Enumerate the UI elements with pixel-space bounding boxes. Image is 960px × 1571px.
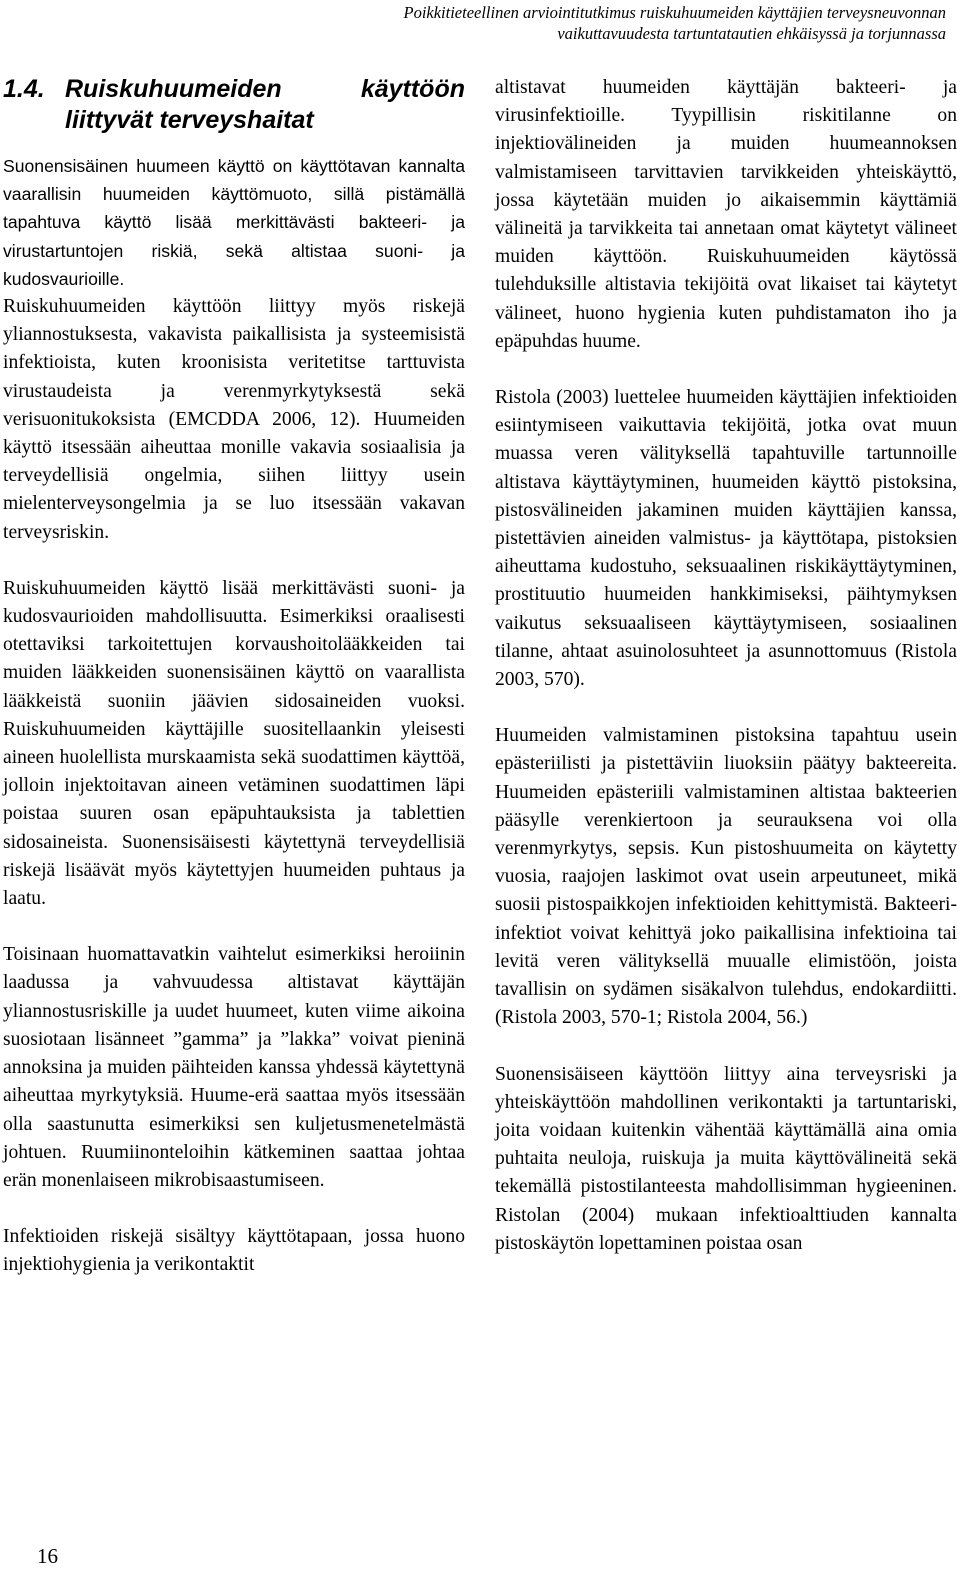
section-number: 1.4. xyxy=(3,75,45,103)
running-header-line-2: vaikuttavuudesta tartuntatautien ehkäisyssä ja torjunnassa xyxy=(557,24,946,43)
paragraph-vein-damage: Ruiskuhuumeiden käyttö lisää merkittävästi suoni- ja kudosvaurioiden mahdollisuutta. Esimerkiksi oraalisesti otettaviksi tarkoitettujen korvaushoitolääkkeiden tai muiden lääkkeiden suonensisäinen käyttö on vaarallista lääkkeistä suoniin jäävien sidosaineiden vuoksi. Ruiskuhuumeiden käyttäjille suositellaankin yleisesti aineen huolellista murskaamista sekä suodattimen käyttöä, jolloin injektoitavan aineen vetäminen suodattimen läpi poistaa suuren osan epäpuhtauksista ja tablettien sidosaineista. Suonensisäisesti käytettynä terveydellisiä riskejä lisäävät myös käytettyjen huumeiden puhtaus ja laatu. xyxy=(3,577,465,910)
paragraph-intro: Suonensisäinen huumeen käyttö on käyttötavan kannalta vaarallisin huumeiden käyttömuoto, sillä pistämällä tapahtuva käyttö lisää merkittävästi bakteeri- ja virustartuntojen riskiä, sekä altistaa suoni- ja kudosvaurioille. xyxy=(3,156,465,289)
left-column xyxy=(3,74,465,1280)
section-title: Ruiskuhuumeiden käyttöön liittyvät terveyshaitat xyxy=(65,75,465,134)
paragraph-exposure: altistavat huumeiden käyttäjän bakteeri- ja virusinfektioille. Tyypillisin riskitilanne on injektiovälineiden ja muiden huumeannoksen valmistamiseen tarvittavien tarvikkeiden yhteiskäyttö, jossa käytetään muiden jo aikaisemmin käyttämiä välineitä ja tarvikkeita tai annetaan omat käytetyt välineet muiden käyttöön. Ruiskuhuumeiden käytössä tulehduksille altistavia tekijöitä ovat likaiset tai käytetyt välineet, huono hygienia kuten puhdistamaton iho ja epäpuhdas huume. xyxy=(495,77,957,352)
paragraph-ristola-factors: Ristola (2003) luettelee huumeiden käyttäjien infektioiden esiintymiseen vaikuttavia tekijöitä, jotka ovat muun muassa veren välityksellä tapahtuville tartunnoille altistava käyttäytyminen, huumeiden käyttö pistoksina, pistosvälineiden jakaminen muiden käyttäjien kanssa, pistettävien aineiden valmistus- ja käyttötapa, pistoksien aiheuttama kudostuho, seksuaalinen riskikäyttäytyminen, prostituutio huumeiden hankkimiseksi, päihtymyksen vaikutus seksuaaliseen käyttäytymiseen, sosiaalinen tilanne, ahtaat asuinolosuhteet ja asunnottomuus (Ristola 2003, 570). xyxy=(495,387,957,691)
running-header-line-1: Poikkitieteellinen arviointitutkimus ruiskuhuumeiden käyttäjien terveysneuvonnan xyxy=(403,3,946,22)
paragraph-risks: Ruiskuhuumeiden käyttöön liittyy myös riskejä yliannostuksesta, vakavista paikallisista ja systeemisistä infektioista, kuten kroonisista veritetitse tarttuvista virustaudeista ja verenmyrkytyksestä sekä verisuonitukoksista (EMCDDA 2006, 12). Huumeiden käyttö itsessään aiheuttaa monille vakavia sosiaalisia ja terveydellisiä ongelmia, siihen liittyy usein mielenterveysongelmia ja se luo itsessään vakavan terveysriskin. xyxy=(3,296,465,543)
paragraph-quality-variation: Toisinaan huomattavatkin vaihtelut esimerkiksi heroiinin laadussa ja vahvuudessa altistavat käyttäjän yliannostusriskille ja uudet huumeet, kuten viime aikoina suosiotaan lisänneet ”gamma” ja ”lakka” voivat pieninä annoksina ja muiden päihteiden kanssa yhdessä käytettynä aiheuttaa myrkytyksiä. Huume-erä saattaa myös itsessään olla saastunutta esimerkiksi sen kuljetusmenetelmästä johtuen. Ruumiinonteloihin kätkeminen saattaa johtaa erän monenlaiseen mikrobisaastumiseen. xyxy=(3,944,465,1191)
paragraph-prevention: Suonensisäiseen käyttöön liittyy aina terveysriski ja yhteiskäyttöön mahdollinen verikontakti ja tartuntariski, joita voidaan kuitenkin vähentää käyttämällä aina omia puhtaita neuloja, ruiskuja ja muita käyttövälineitä sekä tekemällä pistostilanteesta mahdollisimman hygieeninen. Ristolan (2004) mukaan infektioalttiuden kannalta pistoskäytön lopettaminen poistaa osan xyxy=(495,1063,957,1254)
page-number: 16 xyxy=(37,1544,58,1568)
right-column xyxy=(495,74,957,1258)
running-header xyxy=(186,2,946,44)
section-heading xyxy=(3,74,465,136)
paragraph-infection-risks: Infektioiden riskejä sisältyy käyttötapaan, jossa huono injektiohygienia ja verikontaktit xyxy=(3,1226,465,1276)
paragraph-preparation: Huumeiden valmistaminen pistoksina tapahtuu usein epästeriilisti ja pistettäviin liuoksiin päätyy bakteereita. Huumeiden epästeriili valmistaminen altistaa bakteerien pääsylle verenkiertoon ja seurauksena voi olla verenmyrkytys, sepsis. Kun pistoshuumeita on käytetty vuosia, raajojen laskimot ovat usein arpeutuneet, mikä suosii pistospaikkojen infektioiden kehittymistä. Bakteeri-infektiot voivat kehittyä joko paikallisina infektioina tai levitä veren välityksellä muualle elimistöön, joista tavallisin on sydämen sisäkalvon tulehdus, endokardiitti. (Ristola 2003, 570-1; Ristola 2004, 56.) xyxy=(495,725,957,1029)
